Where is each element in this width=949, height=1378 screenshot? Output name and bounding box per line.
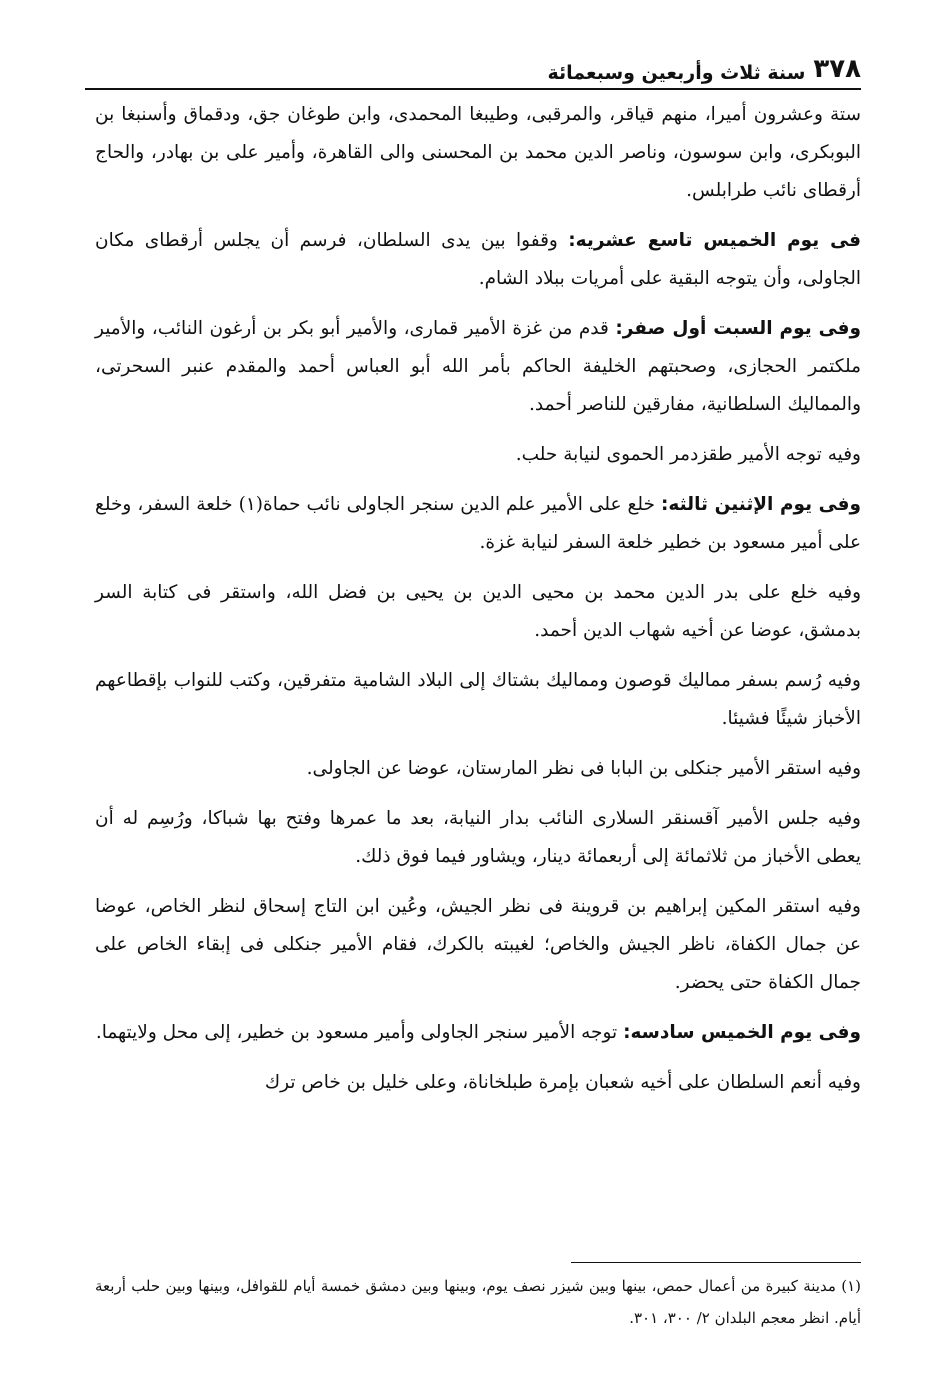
- paragraph-text: قدم من غزة الأمير قمارى، والأمير أبو بكر بن أرغون النائب، والأمير ملكتمر الحجازى، وصحبتهم الخليفة الحاكم بأمر الله أبو العباس أحمد والمقدم عنبر السحرتى، والمماليك السلطانية، مفارقين للناصر أحمد.: [95, 318, 861, 415]
- paragraph: [95, 750, 861, 788]
- paragraph: [95, 888, 861, 1002]
- paragraph-text: وفيه خلع على بدر الدين محمد بن محيى الدين بن يحيى بن فضل الله، واستقر فى كتابة السر بدمشق، عوضا عن أخيه شهاب الدين أحمد.: [95, 582, 861, 641]
- paragraph: [95, 662, 861, 738]
- footnote: (١) مدينة كبيرة من أعمال حمص، بينها وبين شيزر نصف يوم، وبينها وبين دمشق خمسة أيام للقوافل، وبينها وبين حلب أربعة أيام. انظر معجم البلدان ٢/ ٣٠٠، ٣٠١.: [95, 1277, 861, 1327]
- page-header: [85, 44, 861, 90]
- page-number: ٣٧٨: [813, 54, 861, 84]
- paragraph: [95, 486, 861, 562]
- paragraph-text: خلع على الأمير علم الدين سنجر الجاولى نائب حماة(١) خلعة السفر، وخلع على أمير مسعود بن خطير خلعة السفر لنيابة غزة.: [95, 494, 861, 553]
- paragraph: [95, 96, 861, 210]
- paragraph: [95, 1014, 861, 1052]
- paragraph: [95, 222, 861, 298]
- running-title: سنة ثلاث وأربعين وسبعمائة: [547, 62, 806, 84]
- paragraph: [95, 1064, 861, 1102]
- paragraph-text: وفيه جلس الأمير آقسنقر السلارى النائب بدار النيابة، بعد ما عمرها وفتح بها شباكا، ورُسِم له أن يعطى الأخباز من ثلاثمائة إلى أربعمائة دينار، ويشاور فيما فوق ذلك.: [95, 808, 861, 867]
- paragraph: [95, 436, 861, 474]
- paragraph-text: وفيه استقر المكين إبراهيم بن قروينة فى نظر الجيش، وعُين ابن التاج إسحاق لنظر الخاص، عوضا عن جمال الكفاة، ناظر الجيش والخاص؛ لغيبته بالكرك، فقام الأمير جنكلى فى إبقاء الخاص على جمال الكفاة حتى يحضر.: [95, 896, 861, 993]
- paragraph-text: وفيه استقر الأمير جنكلى بن البابا فى نظر المارستان، عوضا عن الجاولى.: [306, 758, 861, 779]
- paragraph-lead: فى يوم الخميس تاسع عشريه:: [568, 230, 862, 251]
- main-text: [95, 96, 861, 1114]
- paragraph-text: ستة وعشرون أميرا، منهم قياقر، والمرقبى، وطيبغا المحمدى، وابن طوغان جق، ودقماق وأسنبغا بن البوبكرى، وابن سوسون، وناصر الدين محمد بن المحسنى والى القاهرة، وأمير على بن بهادر، والحاج أرقطاى نائب طرابلس.: [95, 104, 861, 201]
- paragraph: [95, 574, 861, 650]
- paragraph-lead: وفى يوم السبت أول صفر:: [615, 318, 861, 339]
- paragraph-text: وفيه توجه الأمير طقزدمر الحموى لنيابة حلب.: [515, 444, 861, 465]
- paragraph: [95, 310, 861, 424]
- paragraph-text: وفيه رُسم بسفر مماليك قوصون ومماليك بشتاك إلى البلاد الشامية متفرقين، وكتب للنواب بإقطاعهم الأخباز شيئًا فشيئا.: [95, 670, 861, 729]
- paragraph-text: توجه الأمير سنجر الجاولى وأمير مسعود بن خطير، إلى محل ولايتهما.: [95, 1022, 624, 1043]
- paragraph-text: وفيه أنعم السلطان على أخيه شعبان بإمرة طبلخاناة، وعلى خليل بن خاص ترك: [264, 1072, 861, 1093]
- paragraph-lead: وفى يوم الإثنين ثالثه:: [660, 494, 861, 515]
- paragraph-text: وقفوا بين يدى السلطان، فرسم أن يجلس أرقطاى مكان الجاولى، وأن يتوجه البقية على أمريات ببلاد الشام.: [95, 230, 861, 289]
- paragraph: [95, 800, 861, 876]
- paragraph-lead: وفى يوم الخميس سادسه:: [623, 1022, 861, 1043]
- footnote-divider: [571, 1262, 861, 1263]
